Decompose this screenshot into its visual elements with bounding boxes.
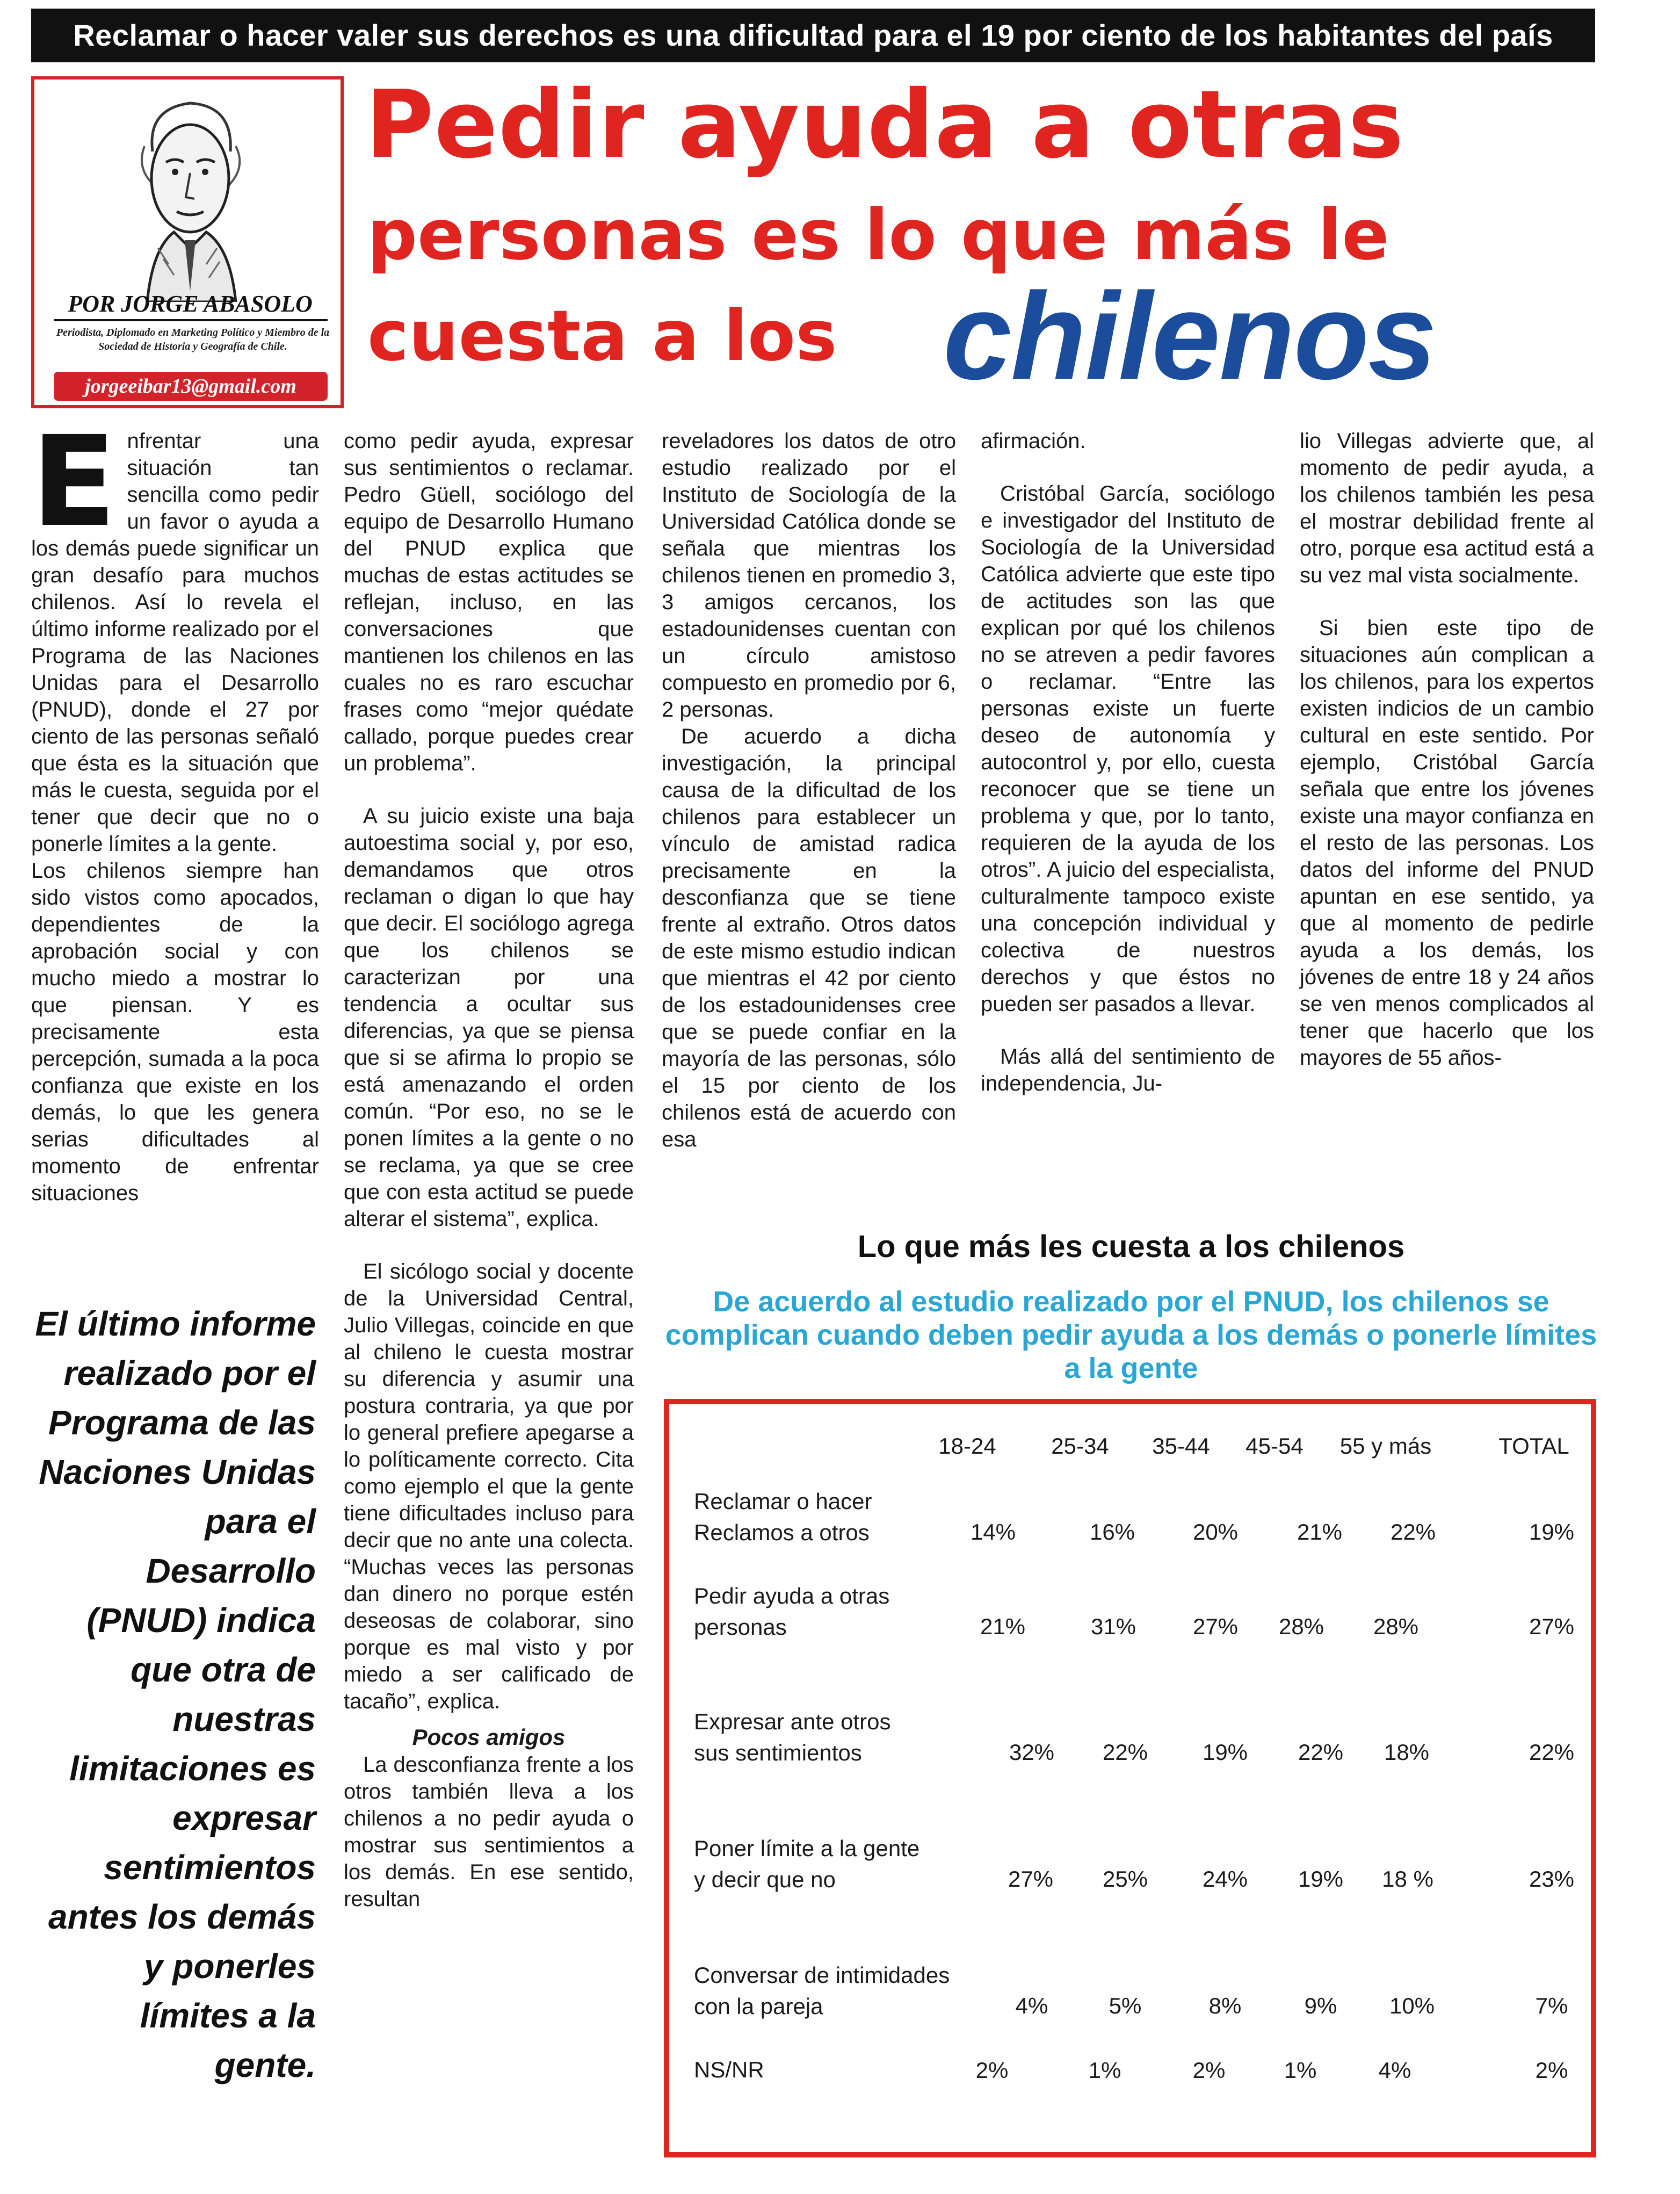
col5-para-1: lio Villegas advierte que, al momento de pedir ayuda, a los chilenos también les pesa el mostrar debilidad frente al otro, porque esa actitud está a su vez mal vista socialmente.	[1300, 429, 1594, 587]
paragraph-gap	[981, 454, 1275, 480]
row-label-line-2: personas	[694, 1614, 787, 1640]
table-cell: 10%	[1389, 1993, 1435, 2018]
table-subtitle: De acuerdo al estudio realizado por el PNUD, los chilenos se complican cuando deben pedir ayuda a los demás o ponerle límites a la gente	[665, 1286, 1597, 1384]
table-cell: 4%	[1015, 1993, 1048, 2018]
column-header-55-mas: 55 y más	[1339, 1433, 1432, 1459]
table-cell: 5%	[1109, 1993, 1142, 2018]
table-cell: 27%	[1192, 1614, 1239, 1639]
table-cell: 22%	[1529, 1740, 1575, 1765]
row-label	[694, 1580, 995, 1643]
paragraph-gap	[344, 1232, 634, 1258]
col4-para-2: Cristóbal García, sociólogo e investigador del Instituto de Sociología de la Universidad Católica advierte que este tipo de actitudes son las que explican por qué los chilenos no se atreven a pedir favores o reclamar. “Entre las personas existe un fuerte deseo de autonomía y autocontrol y, por ello, cuesta reconocer que se tiene un problema y que, por lo tanto, requieren de la ayuda de los otros”. A juicio del especialista, culturalmente tampoco existe una concepción individual y colectiva de nuestros derechos y que éstos no pueden ser pasados a llevar.	[981, 482, 1275, 1016]
table-cell: 31%	[1090, 1614, 1136, 1639]
row-label-line-1: NS/NR	[694, 2057, 764, 2082]
table-cell: 19%	[1529, 1519, 1575, 1545]
column-header-25-34: 25-34	[1051, 1433, 1109, 1459]
row-label-line-2: y decir que no	[694, 1867, 836, 1892]
column-header-35-44: 35-44	[1152, 1433, 1210, 1459]
row-label	[694, 1486, 995, 1548]
table-cell: 21%	[1297, 1519, 1343, 1545]
column-header-18-24: 18-24	[938, 1433, 996, 1459]
headline-chilenos: chilenos	[943, 267, 1436, 405]
headline-line-2: personas es lo que más le	[367, 194, 1389, 276]
col3-para-2: De acuerdo a dicha investigación, la principal causa de la dificultad de los chilenos para establecer un vínculo de amistad radica precisamente en la desconfianza que se tiene frente al extraño. Otros datos de este mismo estudio indican que mientras el 42 por ciento de los estadounidenses cree que se puede confiar en la mayoría de las personas, sólo el 15 por ciento de los chilenos está de acuerdo con esa	[662, 725, 956, 1151]
byline-divider	[54, 319, 328, 321]
table-cell: 24%	[1202, 1866, 1248, 1892]
table-cell: 7%	[1535, 1993, 1568, 2018]
table-cell: 1%	[1088, 2058, 1121, 2083]
table-cell: 1%	[1284, 2058, 1317, 2083]
col2-para-1: como pedir ayuda, expresar sus sentimientos o reclamar. Pedro Güell, sociólogo del equipo de Desarrollo Humano del PNUD explica que muchas de estas actitudes se reflejan, incluso, en las conversaciones que mantienen los chilenos en las cuales no es raro escuchar frases como “mejor quédate callado, porque puedes crear un problema”.	[344, 429, 634, 775]
table-cell: 19%	[1298, 1866, 1344, 1892]
row-label	[694, 1706, 995, 1769]
top-banner: Reclamar o hacer valer sus derechos es una dificultad para el 19 por ciento de los habitantes del país	[31, 9, 1595, 62]
row-label	[694, 2054, 995, 2085]
headline-line-3: cuesta a los	[367, 295, 837, 377]
survey-table	[664, 1399, 1596, 2157]
col5-para-2: Si bien este tipo de situaciones aún complican a los chilenos, para los expertos existen indicios de un cambio cultural en este sentido. Por ejemplo, Cristóbal García señala que entre los jóvenes existe una mayor confianza en el resto de las personas. Los datos del informe del PNUD apuntan en ese sentido, ya que al momento de pedirle ayuda a los demás, los jóvenes de entre 18 y 24 años se ven menos complicados al tener que hacerlo que los mayores de 55 años-	[1300, 616, 1594, 1070]
table-cell: 8%	[1208, 1993, 1242, 2018]
table-cell: 28%	[1373, 1614, 1419, 1639]
col2-para-3: El sicólogo social y docente de la Universidad Central, Julio Villegas, coincide en que al chileno le cuesta mostrar su diferencia y asumir una postura contraria, ya que por lo general prefiere apegarse a lo políticamente correcto. Cita como ejemplo el que la gente tiene dificultades incluso para decir que no ante una colecta. “Muchas veces las personas dan dinero no porque estén deseosas de colaborar, sino porque es mal visto y por miedo a ser calificado de tacaño”, explica.	[344, 1260, 634, 1713]
table-cell: 4%	[1378, 2058, 1411, 2083]
dropcap: E	[31, 409, 117, 554]
col4-para-1: afirmación.	[981, 429, 1086, 453]
row-label-line-2: Reclamos a otros	[694, 1520, 870, 1545]
table-cell: 18%	[1384, 1740, 1430, 1765]
table-cell: 27%	[1529, 1614, 1575, 1639]
table-cell: 20%	[1192, 1519, 1239, 1545]
table-cell: 19%	[1202, 1740, 1248, 1765]
column-header-total: TOTAL	[1498, 1433, 1569, 1459]
author-email[interactable]: jorgeeibar13@gmail.com	[54, 372, 328, 401]
article-column-1-text: nfrentar una situación tan sencilla como pedir un favor o ayuda a los demás puede significar un gran desafío para muchos chilenos. Así lo revela el último informe realizado por el Programa de las Naciones Unidas para el Desarrollo (PNUD), donde el 27 por ciento de las personas señaló que ésta es la situación que más le cuesta, seguida por el tener que decir que no o ponerle límites a la gente. Los chilenos siempre han sido vistos como apocados, dependientes de la aprobación social y con mucho miedo a mostrar lo que piensan. Y es precisamente esta percepción, sumada a la poca confianza que existe en los demás, lo que les genera serias dificultades al momento de enfrentar situaciones	[31, 429, 319, 1205]
table-cell: 27%	[1008, 1866, 1054, 1892]
pull-quote: El último informe realizado por el Programa de las Naciones Unidas para el Desarrollo (PNUD) indica que otra de nuestras limitaciones es expresar sentimientos antes los demás y ponerles límites a la gente.	[35, 1304, 316, 2084]
table-cell: 22%	[1390, 1519, 1436, 1545]
row-label-line-1: Reclamar o hacer	[694, 1489, 872, 1514]
table-cell: 16%	[1089, 1519, 1135, 1545]
col4-para-3: Más allá del sentimiento de independencia, Ju-	[981, 1045, 1275, 1095]
table-cell: 18 %	[1382, 1866, 1433, 1892]
table-cell: 32%	[1009, 1740, 1055, 1765]
row-label-line-1: Expresar ante otros	[694, 1709, 891, 1734]
table-cell: 28%	[1278, 1614, 1324, 1639]
row-label-line-2: sus sentimientos	[694, 1740, 862, 1765]
table-cell: 9%	[1304, 1993, 1337, 2018]
row-label	[694, 1960, 995, 2022]
row-label	[694, 1833, 995, 1895]
article-column-2	[344, 428, 634, 2157]
row-label-line-1: Pedir ayuda a otras	[694, 1583, 890, 1608]
article-column-4	[981, 428, 1275, 1212]
author-byline: POR JORGE ABASOLO	[68, 291, 313, 317]
row-label-line-1: Conversar de intimidades	[694, 1962, 950, 1988]
col2-para-4: La desconfianza frente a los otros también lleva a los chilenos a no pedir ayuda o mostrar sus sentimientos a los demás. En ese sentido, resultan	[344, 1753, 634, 1911]
table-cell: 25%	[1102, 1866, 1148, 1892]
table-cell: 14%	[970, 1519, 1016, 1545]
article-column-1	[31, 409, 319, 1298]
table-cell: 23%	[1529, 1866, 1575, 1892]
paragraph-gap	[1300, 589, 1594, 615]
table-cell: 21%	[980, 1614, 1026, 1639]
table-title: Lo que más les cuesta a los chilenos	[857, 1229, 1405, 1264]
table-cell: 22%	[1102, 1740, 1148, 1765]
author-portrait	[115, 87, 265, 302]
table-cell: 22%	[1298, 1740, 1344, 1765]
column-header-45-54: 45-54	[1245, 1433, 1304, 1459]
author-box	[31, 76, 344, 408]
paragraph-gap	[344, 777, 634, 803]
article-column-5	[1300, 428, 1594, 1212]
subhead-pocos-amigos: Pocos amigos	[412, 1724, 566, 1750]
article-column-3	[662, 428, 956, 1212]
author-bio: Periodista, Diplomado en Marketing Político y Miembro de la Sociedad de Historia y Geografía de Chile.	[56, 327, 330, 352]
headline-line-1: Pedir ayuda a otras	[365, 70, 1404, 179]
table-cell: 2%	[1192, 2058, 1226, 2083]
table-cell: 2%	[975, 2058, 1009, 2083]
col2-para-2: A su juicio existe una baja autoestima social y, por eso, demandamos que otros reclaman o digan lo que hay que decir. El sociólogo agrega que los chilenos se caracterizan por una tendencia a ocultar sus diferencias, ya que se piensa que si se afirma lo propio se está amenazando el orden común. “Por eso, no se le ponen límites a la gente o no se reclama, ya que se cree que con esta actitud se puede alterar el sistema”, explica.	[344, 804, 634, 1231]
paragraph-gap	[981, 1017, 1275, 1043]
row-label-line-2: con la pareja	[694, 1994, 823, 2019]
table-cell: 2%	[1535, 2058, 1568, 2083]
row-label-line-1: Poner límite a la gente	[694, 1836, 920, 1861]
col3-para-1: reveladores los datos de otro estudio realizado por el Instituto de Sociología de la Universidad Católica donde se señala que mientras los chilenos tienen en promedio 3, 3 amigos cercanos, los estadounidenses cuentan con un círculo amistoso compuesto en promedio por 6, 2 personas.	[662, 429, 956, 721]
